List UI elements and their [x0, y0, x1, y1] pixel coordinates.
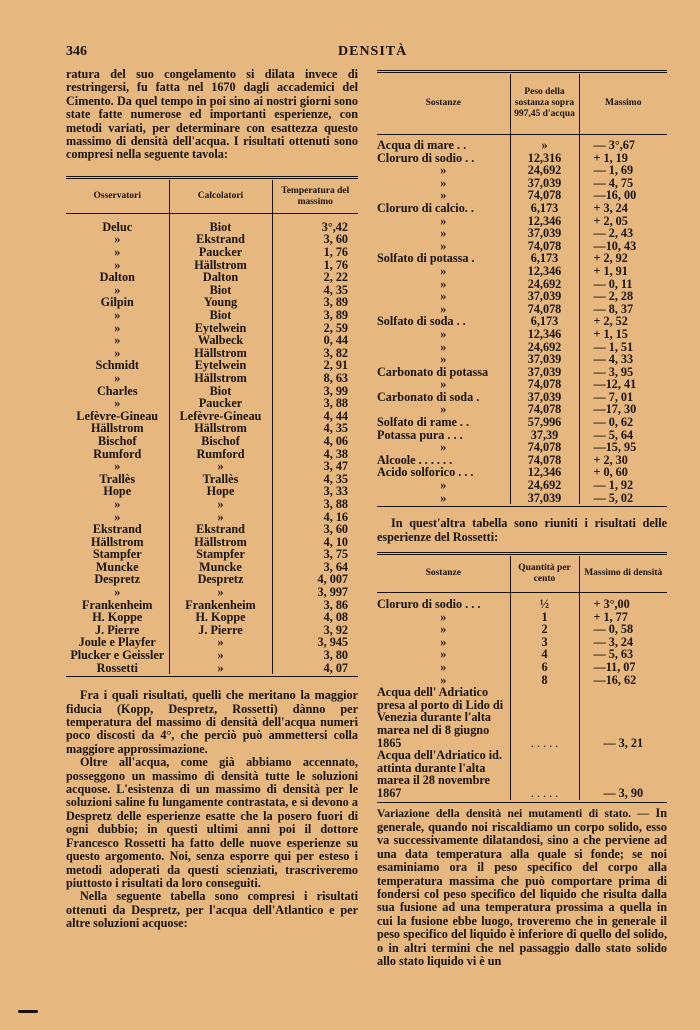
col-header-calculators: Calcolatori — [169, 180, 272, 214]
table1-cell-2: 3, 89 — [272, 309, 358, 322]
section-text: In generale, quando noi riscaldiamo un corpo solido, esso va successivamente dilatandosi, sino a che perviene ad una data temperatura alla quale si fonde; se noi esaminiamo ora il peso specifico del corpo alla temperatura massima che può comportare prima di fondersi col peso specifico del liquido che risulta dalla sua fusione ad una temperatura prossima a quella in cui la fusione ebbe luogo, troveremo che in generale il peso specifico del liquido è inferiore di quello del solido, o in altri termini che nel passaggio dallo stato solido allo stato liquido vi è un — [377, 805, 668, 968]
left-paragraph-1: Fra i quali risultati, quelli che meritano la maggior fiducia (Kopp, Despretz, Rossetti) dànno per temperatura del massimo di densità dell'acqua numeri poco discosti da 4°, che perciò può ammettersi colla maggiore approssimazione. — [66, 688, 358, 756]
table1-cell-2: 3, 88 — [272, 397, 358, 410]
running-title: DENSITÀ — [338, 44, 408, 59]
table2-cell-0: Potassa pura . . . — [377, 427, 463, 442]
table2-row — [377, 479, 667, 492]
table2-cell-2: — 2, 43 — [579, 227, 667, 240]
left-column — [66, 68, 358, 931]
table3-cell-1: ½ — [510, 598, 579, 611]
table2-top-rule — [377, 70, 667, 73]
table1-cell-2: 0, 44 — [272, 334, 358, 347]
table1-cell-1: Trallès — [169, 473, 272, 486]
table2-cell-1: 37,039 — [510, 492, 579, 505]
table2-cell-0: » — [440, 440, 447, 455]
table1-cell-2: 4, 44 — [272, 410, 358, 423]
adriatico-2-qty: . . . . . — [510, 749, 579, 799]
table1-cell-2: 3, 60 — [272, 523, 358, 536]
table1-bottom-rule — [66, 676, 358, 677]
table1-row — [66, 334, 358, 347]
table2-cell-1: 74,078 — [510, 454, 579, 467]
table1-cell-2: 3, 997 — [272, 586, 358, 599]
table1-row — [66, 485, 358, 498]
table1-cell-0: » — [114, 245, 121, 260]
table2-cell-2: + 0, 60 — [579, 466, 667, 479]
table1-cell-2: 8, 63 — [272, 372, 358, 385]
col-header-density-max: Massimo di densità — [579, 556, 667, 592]
table3-body — [377, 598, 667, 686]
table3-cell-1: 2 — [510, 623, 579, 636]
table1-cell-1: J. Pierre — [169, 624, 272, 637]
table1-cell-2: 3, 99 — [272, 385, 358, 398]
table1-row — [66, 271, 358, 284]
table3-cell-1: 4 — [510, 648, 579, 661]
table1-cell-2: 4, 35 — [272, 284, 358, 297]
col-header-substances-2: Sostanze — [425, 568, 461, 579]
table1-cell-2: 4, 08 — [272, 611, 358, 624]
col-header-substances: Sostanze — [425, 98, 461, 109]
table2-cell-2: + 2, 92 — [579, 252, 667, 265]
table2-cell-0: Solfato di rame . . — [377, 415, 470, 430]
table2-cell-0: » — [440, 352, 447, 367]
table1-cell-1: » — [169, 649, 272, 662]
table1-cell-2: 1, 76 — [272, 259, 358, 272]
table3-cell-0: » — [440, 660, 447, 674]
table1-cell-1: Dalton — [169, 271, 272, 284]
table2-row — [377, 164, 667, 177]
table2-cell-2: — 3°,67 — [579, 139, 667, 152]
table1-row — [66, 523, 358, 536]
table1-row — [66, 246, 358, 259]
table1-cell-2: 3, 92 — [272, 624, 358, 637]
table1-cell-1: Eytelwein — [169, 322, 272, 335]
table2-cell-1: 57,996 — [510, 416, 579, 429]
table2-cell-0: » — [440, 289, 447, 304]
table1-cell-1: Lefèvre-Gineau — [169, 410, 272, 423]
table2-cell-2: — 8, 37 — [579, 303, 667, 316]
table1-cell-0: Plucker e Geissler — [70, 648, 165, 663]
table1-cell-0: Rossetti — [96, 660, 138, 675]
table2-cell-2: + 2, 05 — [579, 215, 667, 228]
table1-cell-2: 3, 88 — [272, 498, 358, 511]
table1-cell-0: Rumford — [93, 446, 142, 461]
table2-cell-1: 37,039 — [510, 177, 579, 190]
table2-cell-1: 74,078 — [510, 189, 579, 202]
table2-row — [377, 202, 667, 215]
table2-cell-2: + 2, 52 — [579, 315, 667, 328]
table2-cell-0: Cloruro di sodio . . — [377, 150, 475, 165]
table1-cell-0: H. Koppe — [92, 610, 143, 625]
table1-cell-2: 3°,42 — [272, 221, 358, 234]
table2-cell-1: 12,346 — [510, 328, 579, 341]
table1-cell-0: Stampfer — [92, 547, 142, 562]
table1-row — [66, 397, 358, 410]
table2-cell-0: » — [440, 175, 447, 190]
table2-cell-2: — 4, 33 — [579, 353, 667, 366]
table3-cell-2: + 3°,00 — [579, 598, 667, 611]
table1-cell-1: Despretz — [169, 573, 272, 586]
adriatico-1-label: Acqua dell' Adriatico presa al porto di Lido di Venezia durante l'alta marea nel di 8 giugno 1865 — [377, 685, 504, 750]
table2-cell-2: — 4, 75 — [579, 177, 667, 190]
col-header-weight: Peso della sostanza sopra 997,45 d'acqua — [510, 74, 579, 134]
table1-cell-1: Paucker — [169, 246, 272, 259]
table1-cell-1: Biot — [169, 385, 272, 398]
table1-cell-0: » — [114, 509, 121, 524]
table1-cell-2: 4, 06 — [272, 435, 358, 448]
table2-cell-1: 37,039 — [510, 227, 579, 240]
table1-body — [66, 221, 358, 674]
table3-row — [377, 623, 667, 636]
table2-cell-0: » — [440, 490, 447, 505]
table2-cell-1: 37,039 — [510, 391, 579, 404]
table2-cell-0: Carbonato di soda . — [377, 389, 480, 404]
table3-cell-2: —11, 07 — [579, 661, 667, 674]
table1-cell-1: Hällstrom — [169, 259, 272, 272]
left-paragraph-2: Oltre all'acqua, come già abbiamo accennato, posseggono un massimo di densità tutte le soluzioni acquose. L'esistenza di un massimo di densità per le soluzioni saline fu lungamente contrastata, e si devono a Despretz delle esperienze esatte che la posero fuori di ogni dubbio; in questi ultimi anni poi il dottore Francesco Rossetti ha fatto delle nuove esperienze su questo argomento. Noi, senza esporre qui per esteso i metodi adoperati da questi scienziati, trascriveremo piuttosto i risultati da loro conseguiti. — [66, 755, 358, 890]
table1-cell-2: 3, 89 — [272, 296, 358, 309]
table1-cell-1: » — [169, 460, 272, 473]
table1-cell-1: H. Koppe — [169, 611, 272, 624]
adriatico-2-max: — 3, 90 — [579, 749, 667, 799]
table1-cell-0: » — [114, 345, 121, 360]
page-number: 346 — [66, 44, 87, 59]
table3-adriatico — [377, 686, 667, 799]
page-corner-mark — [18, 1010, 38, 1013]
table2-cell-0: Acqua di mare . . — [377, 138, 467, 152]
table2-cell-1: 74,078 — [510, 441, 579, 454]
table2-cell-1: 37,39 — [510, 429, 579, 442]
table3-cell-1: 6 — [510, 661, 579, 674]
table2-cell-1: 24,692 — [510, 278, 579, 291]
table2-bottom-rule — [377, 506, 667, 507]
table1-cell-2: 4, 35 — [272, 473, 358, 486]
table2-cell-2: — 5, 02 — [579, 492, 667, 505]
table3-cell-0: » — [440, 634, 447, 649]
table3-cell-0: » — [440, 672, 447, 687]
table1-cell-1: Muncke — [169, 561, 272, 574]
table1-cell-1: » — [169, 662, 272, 675]
table2-body — [377, 139, 667, 504]
table2-cell-2: + 3, 24 — [579, 202, 667, 215]
table1-cell-0: » — [114, 282, 121, 297]
table1-cell-2: 4, 38 — [272, 448, 358, 461]
col-header-observers: Osservatori — [93, 191, 141, 202]
table1-cell-1: Young — [169, 296, 272, 309]
table1-cell-2: 3, 47 — [272, 460, 358, 473]
table2-cell-0: Cloruro di calcio. . — [377, 200, 474, 215]
table1-row — [66, 448, 358, 461]
table1-cell-0: » — [114, 320, 121, 335]
table1-row — [66, 309, 358, 322]
table2-cell-2: — 0, 11 — [579, 278, 667, 291]
table1-cell-2: 2, 22 — [272, 271, 358, 284]
table1-cell-0: Trallès — [99, 471, 136, 486]
table1-cell-2: 4, 16 — [272, 511, 358, 524]
table1-cell-1: Bischof — [169, 435, 272, 448]
adriatico-1-max: — 3, 21 — [579, 686, 667, 749]
section-paragraph — [377, 807, 667, 969]
table2-cell-0: » — [440, 326, 447, 341]
table2-cell-1: 24,692 — [510, 479, 579, 492]
table2-cell-2: — 7, 01 — [579, 391, 667, 404]
table1-cell-0: » — [114, 370, 121, 385]
table2-cell-0: Solfato di soda . . — [377, 314, 466, 329]
table2-cell-0: » — [440, 276, 447, 291]
table2-cell-2: —12, 41 — [579, 378, 667, 391]
table2-cell-1: 74,078 — [510, 303, 579, 316]
adriatico-1-qty: . . . . . — [510, 686, 579, 749]
table1-cell-1: Paucker — [169, 397, 272, 410]
table2-row — [377, 290, 667, 303]
table1-cell-1: Biot — [169, 221, 272, 234]
table3-bottom-rule — [377, 802, 667, 803]
table3-row — [377, 661, 667, 674]
table3-cell-2: —16, 62 — [579, 674, 667, 687]
table2-cell-2: —10, 43 — [579, 240, 667, 253]
left-paragraph-3: Nella seguente tabella sono compresi i risultati ottenuti da Despretz, per l'acqua dell'Atlantico e per altre soluzioni acquose: — [66, 889, 358, 931]
table1-cell-1: Hällstrom — [169, 536, 272, 549]
table1-cell-1: Walbeck — [169, 334, 272, 347]
table1-cell-0: Deluc — [102, 219, 133, 234]
table2-cell-1: 37,039 — [510, 290, 579, 303]
table1-cell-1: » — [169, 636, 272, 649]
col-header-quantity: Quantità per cento — [510, 556, 579, 592]
section-title: Variazione della densità nei mutamenti di stato. — — [377, 807, 649, 820]
table3-cell-2: — 5, 63 — [579, 648, 667, 661]
table1-cell-0: » — [114, 232, 121, 247]
table2-cell-2: — 3, 95 — [579, 366, 667, 379]
table1-cell-0: » — [114, 496, 121, 511]
table2-cell-1: 74,078 — [510, 403, 579, 416]
table1-row — [66, 460, 358, 473]
table2-cell-0: » — [440, 301, 447, 316]
table2-cell-2: — 5, 64 — [579, 429, 667, 442]
table2-cell-0: Solfato di potassa . — [377, 251, 475, 266]
table2-cell-2: —16, 00 — [579, 189, 667, 202]
table2-cell-1: 74,078 — [510, 240, 579, 253]
table1-cell-1: Hällstrom — [169, 422, 272, 435]
table2-cell-1: 6,173 — [510, 202, 579, 215]
table1-cell-1: Frankenheim — [169, 599, 272, 612]
table1-cell-0: Despretz — [94, 572, 141, 587]
table1-cell-0: Schmidt — [95, 358, 139, 373]
table2-row — [377, 353, 667, 366]
table1-row — [66, 649, 358, 662]
table3-cell-1: 1 — [510, 611, 579, 624]
table1-cell-1: Stampfer — [169, 548, 272, 561]
table1-row — [66, 435, 358, 448]
table2-cell-2: + 1, 91 — [579, 265, 667, 278]
table1-row — [66, 498, 358, 511]
table1-cell-1: » — [169, 498, 272, 511]
table2-cell-1: 37,039 — [510, 366, 579, 379]
table1-cell-1: Biot — [169, 309, 272, 322]
table2-cell-2: — 1, 92 — [579, 479, 667, 492]
table2-cell-1: 12,346 — [510, 466, 579, 479]
table2-row — [377, 416, 667, 429]
table2-cell-1: 37,039 — [510, 353, 579, 366]
table2-cell-2: —15, 95 — [579, 441, 667, 454]
table1-cell-2: 1, 76 — [272, 246, 358, 259]
table3-cell-2: — 0, 58 — [579, 623, 667, 636]
table2-cell-1: 74,078 — [510, 378, 579, 391]
left-intro: ratura del suo congelamento si dilata invece di restringersi, fu fatta nel 1670 dagli accademici del Cimento. Da quel tempo in poi sino ai nostri giorni sono state fatte numerose ed importanti esperienze, con metodi variati, per determinare con esattezza questo massimo di densità dell'acqua. I risultati ottenuti sono compresi nella seguente tavola: — [66, 67, 358, 162]
table1-top-rule — [66, 176, 358, 179]
table1-cell-2: 3, 86 — [272, 599, 358, 612]
table3-cell-0: Cloruro di sodio . . . — [377, 597, 481, 612]
table2-row — [377, 492, 667, 505]
table1-row — [66, 372, 358, 385]
table3-cell-0: » — [440, 647, 447, 662]
table1-row — [66, 611, 358, 624]
table2-row — [377, 328, 667, 341]
table1-cell-0: Joule e Playfer — [78, 635, 156, 650]
table3-top-rule — [377, 552, 667, 555]
table2-cell-1: » — [510, 139, 579, 152]
table2-cell-0: » — [440, 263, 447, 278]
table1-cell-0: » — [114, 459, 121, 474]
table2-cell-0: » — [440, 478, 447, 493]
table1-cell-2: 4, 007 — [272, 573, 358, 586]
table1-cell-2: 4, 07 — [272, 662, 358, 675]
table2-cell-2: — 2, 28 — [579, 290, 667, 303]
table3-row — [377, 598, 667, 611]
table2-cell-2: + 2, 30 — [579, 454, 667, 467]
table1-cell-2: 2, 59 — [272, 322, 358, 335]
table1-cell-2: 3, 80 — [272, 649, 358, 662]
table1-cell-0: Muncke — [95, 559, 139, 574]
table2-cell-0: » — [440, 188, 447, 203]
table1-cell-0: » — [114, 308, 121, 322]
table1-cell-0: Hope — [103, 484, 132, 499]
table1-cell-0: Hällstrom — [90, 534, 144, 549]
table1-cell-0: J. Pierre — [95, 622, 140, 637]
table2-row — [377, 441, 667, 454]
table1-cell-2: 4, 35 — [272, 422, 358, 435]
table1-cell-2: 3, 945 — [272, 636, 358, 649]
table2-cell-1: 6,173 — [510, 252, 579, 265]
table1-row — [66, 548, 358, 561]
table1-cell-1: Rumford — [169, 448, 272, 461]
table2-row — [377, 265, 667, 278]
table2-cell-0: » — [440, 377, 447, 392]
adriatico-2-label: Acqua dell'Adriatico id. attinta durante l'alta marea il 28 novembre 1867 — [377, 748, 502, 800]
table2-cell-2: + 1, 15 — [579, 328, 667, 341]
table1-cell-0: Hällstrom — [90, 421, 144, 436]
table2-cell-2: — 0, 62 — [579, 416, 667, 429]
table-observers — [66, 180, 358, 674]
col-header-maximum: Massimo — [579, 74, 667, 134]
table3-cell-1: 8 — [510, 674, 579, 687]
table1-cell-0: Lefèvre-Gineau — [76, 408, 159, 423]
table2-cell-1: 12,346 — [510, 215, 579, 228]
table2-cell-1: 12,316 — [510, 152, 579, 165]
table2-cell-2: —17, 30 — [579, 403, 667, 416]
table1-cell-2: 3, 33 — [272, 485, 358, 498]
table1-cell-2: 3, 75 — [272, 548, 358, 561]
table1-cell-0: Bischof — [97, 433, 137, 448]
table1-cell-1: Ekstrand — [169, 233, 272, 246]
table1-cell-1: » — [169, 586, 272, 599]
table2-cell-2: — 1, 51 — [579, 341, 667, 354]
table1-cell-2: 3, 82 — [272, 347, 358, 360]
table3-cell-2: + 1, 77 — [579, 611, 667, 624]
table-rossetti — [377, 556, 667, 800]
table2-cell-0: Carbonato di potassa — [377, 364, 489, 379]
table1-cell-0: Ekstrand — [92, 522, 142, 537]
table2-cell-1: 24,692 — [510, 341, 579, 354]
table2-row — [377, 378, 667, 391]
table1-cell-1: Biot — [169, 284, 272, 297]
table1-cell-1: Ekstrand — [169, 523, 272, 536]
table2-cell-0: » — [440, 238, 447, 253]
table2-cell-0: Acido solforico . . . — [377, 465, 474, 480]
right-intro: In quest'altra tabella sono riuniti i risultati delle esperienze del Rossetti: — [377, 516, 667, 544]
table2-row — [377, 227, 667, 240]
table3-cell-0: » — [440, 622, 447, 637]
table1-cell-0: Charles — [96, 383, 138, 398]
table2-cell-0: » — [440, 226, 447, 241]
table2-cell-0: Alcoole . . . . . . — [377, 452, 453, 467]
table3-cell-1: 3 — [510, 636, 579, 649]
table3-cell-2: — 3, 24 — [579, 636, 667, 649]
table1-row — [66, 586, 358, 599]
table-despretz — [377, 74, 667, 504]
table2-cell-0: » — [440, 213, 447, 228]
table1-cell-0: Gilpin — [100, 295, 134, 310]
right-column — [377, 70, 667, 968]
table1-cell-1: Hällstrom — [169, 372, 272, 385]
table1-cell-1: Eytelwein — [169, 359, 272, 372]
table1-cell-0: » — [114, 396, 121, 411]
table1-cell-1: Hope — [169, 485, 272, 498]
table1-cell-0: » — [114, 257, 121, 272]
table1-cell-0: » — [114, 333, 121, 348]
table3-cell-0: » — [440, 609, 447, 624]
table2-cell-0: » — [440, 402, 447, 417]
table2-cell-2: — 1, 69 — [579, 164, 667, 177]
table2-row — [377, 139, 667, 152]
table1-cell-2: 4, 10 — [272, 536, 358, 549]
table1-cell-1: » — [169, 511, 272, 524]
table2-cell-1: 24,692 — [510, 164, 579, 177]
table2-cell-1: 6,173 — [510, 315, 579, 328]
table2-cell-1: 12,346 — [510, 265, 579, 278]
table2-cell-2: + 1, 19 — [579, 152, 667, 165]
table1-row — [66, 573, 358, 586]
table1-cell-0: » — [114, 585, 121, 600]
table1-cell-2: 3, 60 — [272, 233, 358, 246]
table2-cell-0: » — [440, 163, 447, 178]
table1-cell-0: Dalton — [99, 270, 135, 285]
col-header-temperature: Temperatura del massimo — [272, 180, 358, 214]
table1-row — [66, 662, 358, 675]
table1-cell-1: Hällstrom — [169, 347, 272, 360]
table2-cell-0: » — [440, 339, 447, 354]
table1-cell-2: 2, 91 — [272, 359, 358, 372]
table1-cell-0: Frankenheim — [82, 597, 153, 612]
table1-cell-2: 3, 64 — [272, 561, 358, 574]
